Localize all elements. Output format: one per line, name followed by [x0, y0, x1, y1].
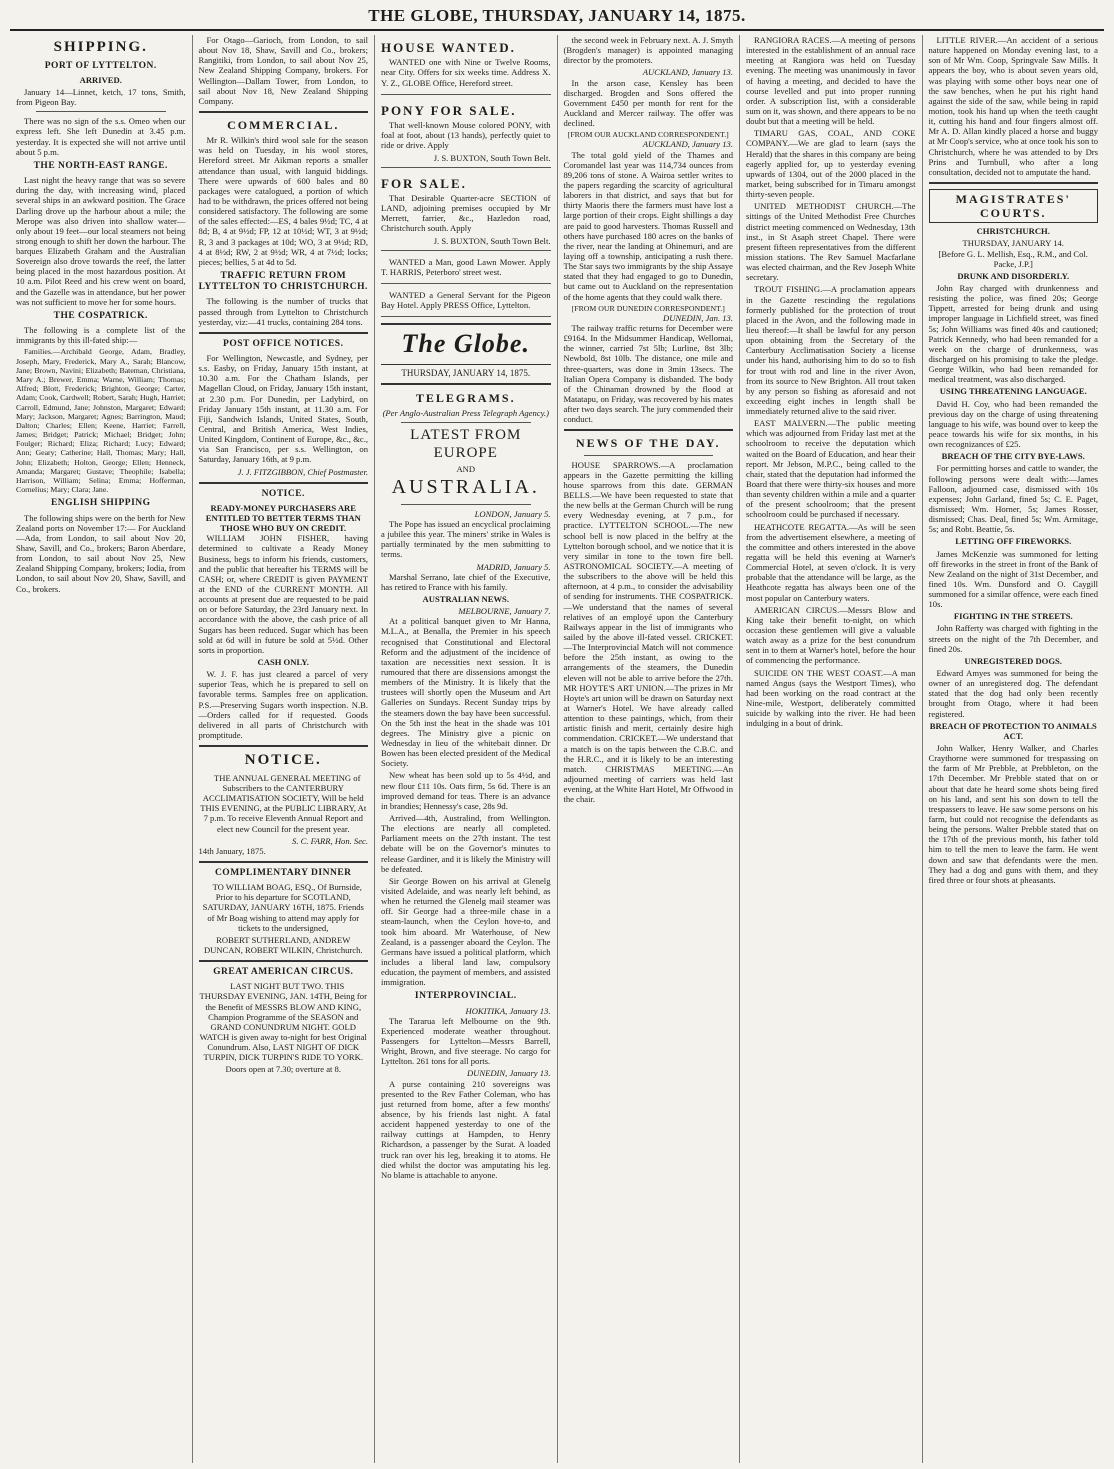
servant-ad: [381, 287, 551, 317]
english-shipping-paragraph: The following ships were on the berth for New Zealand ports on November 17:— For Auckland—Ada, from London, to sail about Nov 20, Shaw, Savill, and Co., brokers; Baron Aberdare, from London, to sail about Nov 25, New Zealand Shipping Company, brokers; Iodia, from London, to sail about Nov 20, Shaw, Savill, and Co., brokers.: [16, 512, 186, 594]
suicide-paragraph: SUICIDE ON THE WEST COAST.—A man named Angus (says the Westport Times), who had been working on the road contract at the Nine-mile, Westport, deliberately committed suicide by walking into the river. He had been indulging in a bout of drink.: [746, 667, 916, 729]
house-wanted-heading: HOUSE WANTED.: [381, 40, 516, 55]
cospatrick-heading: THE COSPATRICK.: [53, 310, 148, 321]
little-river-paragraph: LITTLE RIVER.—An accident of a serious nature happened on Monday evening last, to a son of Mr Wm. Coop, Springvale Saw Mills. It appears the boy, who is about seven years old, was playing with some other boys near one of the saw benches, when he put his right hand against the side of the saw, while being in rapid motion, took his hand up when the teeth caught it, cutting his hand and four fingers almost off. Mr A. D. Allan kindly placed a horse and buggy at Mr Coop's service, who at once took his son to Christchurch, where he was attended to by Drs Prins and Turnbull, who after a long consultation, decided not to amputate the hand.: [928, 35, 1098, 177]
arrived-label: ARRIVED.: [79, 74, 122, 85]
fireworks-heading: LETTING OFF FIREWORKS.: [955, 536, 1072, 547]
fighting-paragraph: John Rafferty was charged with fighting in the streets on the night of the 7th December, and fined 20s.: [928, 623, 1098, 654]
threat-paragraph: David H. Coy, who had been remanded the previous day on the charge of using threatening language to his wife, was bound over to keep the peace towards his wife for six months, in his own recognizances of £25.: [928, 398, 1098, 450]
house-wanted-text: WANTED one with Nine or Twelve Rooms, near City. Offers for six weeks time. Address X. Y. Z., GLOBE Office, Hereford street.: [381, 57, 551, 88]
magistrates-heading: MAGISTRATES' COURTS.: [929, 189, 1099, 223]
circus-news-paragraph: AMERICAN CIRCUS.—Messrs Blow and King take their benefit to-night, on which occasion these gentlemen will give a valuable watch away as a prize for the best conundrum sent in to them at Warner's hotel, before the hour of commencing the performance.: [746, 604, 916, 666]
globe-banner: [381, 323, 551, 384]
auckland2-dateline: AUCKLAND, January 13.: [642, 139, 733, 150]
madrid-dateline: MADRID, January 5.: [476, 561, 551, 572]
divider: [36, 111, 166, 112]
servant-text: WANTED a General Servant for the Pigeon Bay Hotel. Apply PRESS Office, Lyttelton.: [381, 289, 551, 311]
australia-heading: AUSTRALIA.: [391, 476, 540, 499]
unregistered-dogs-heading: UNREGISTERED DOGS.: [964, 655, 1062, 666]
column-1: [10, 35, 193, 1463]
sydney-paragraph: Arrived—4th, Australind, from Wellington. The elections are nearly all completed. Parliament meets on the 27th instant. The test debate will be on the Governor's minutes to release Gardiner, and it is likely the Ministry will be defeated.: [381, 813, 551, 874]
dinner-paragraph: TO WILLIAM BOAG, ESQ., Of Burnside, Prior to his departure for SCOTLAND, SATURDAY, JANUARY 16TH, 1875. Friends of Mr Boag wishing to attend may apply for tickets to the undersigned,: [202, 882, 364, 933]
divider: [401, 504, 531, 505]
column-6: [923, 35, 1105, 1463]
commercial-heading: COMMERCIAL.: [227, 117, 340, 132]
for-sale-text: That Desirable Quarter-acre SECTION of LAND, adjoining premises occupied by Mr Merrett, farrier, &c., Hazledon road, Christchurch south. Apply: [381, 192, 551, 234]
notice-heading: NOTICE.: [261, 488, 305, 499]
post-office-heading: POST OFFICE NOTICES.: [223, 338, 344, 349]
court-before: [Before G. L. Mellish, Esq., R.M., and Col. Packe, J.P.]: [938, 248, 1088, 269]
divider: [199, 111, 369, 113]
east-malvern-paragraph: EAST MALVERN.—The public meeting which was adjourned from Friday last met at the schoolroom to receive the deputation which waited on the Board of Education, and hear their report. Mr Jebson, M.P.C., being called to the chair, stated that the deputation had informed the Board that there were thirty-six houses and more than seventy children within a mile and a quarter of the present schoolroom; that the present schoolroom could be purchased if necessary.: [746, 418, 916, 520]
divider: [199, 960, 369, 962]
columns: [10, 35, 1104, 1463]
interprovincial-heading: INTERPROVINCIAL.: [414, 991, 517, 1002]
news-of-the-day-heading: NEWS OF THE DAY.: [576, 436, 721, 451]
lawn-ad: [381, 254, 551, 284]
pony-text: That well-known Mouse colored PONY, with foal at foot, about (13 hands), perfectly quiet to ride or drive. Apply: [381, 120, 551, 151]
divider: [199, 745, 369, 747]
arrived-text: January 14—Linnet, ketch, 17 tons, Smith, from Pigeon Bay.: [16, 87, 186, 108]
railway-paragraph: The railway traffic returns for December were £9164. In the Midsummer Handicap, Wellomai, the winner, carried 7st 5lb; Lurline, 8st 3lb; Newbold, 8st 10lb. The distance, one mile and three-quarters, was done in 3min 13secs. The Italian Opera Company is disbanded. The body of the Chinaman drowned by the flood at Matatapu, on Friday, was recovered by his mates after two days search. The jury commended their conduct.: [563, 323, 733, 425]
acclimatisation-paragraph: THE ANNUAL GENERAL MEETING of Subscribers to the CANTERBURY ACCLIMATISATION SOCIETY, Will be held THIS EVENING, at the PUBLIC LIBRARY, At 7 p.m. To receive Eleventh Annual Report and elect new Council for the present year.: [200, 772, 367, 834]
newcastle-paragraph: New wheat has been sold up to 5s 4½d, and new flour £11 10s. Oats firm, 5s 6d. There is an improved demand for teas. There is an advance in brandies; Hennessy's case, 28s 9d.: [381, 770, 551, 811]
commercial-paragraph: Mr R. Wilkin's third wool sale for the season was held on Tuesday, in his wool stores, Hereford street. Mr Aikman reports a smaller attendance than usual, with languid biddings. There were upwards of 600 bales and 80 packages were catalogued, a portion of which had to be withdrawn, the prices offered not being considered satisfactory. The following are some of the sales effected:—ES, 4 bales 9½d; TC, 4 at 8d; B, 4 at 9½d; FP, 12 at 10½d; WT, 3 at 9½d; R, 3 and 3 packages at 10d; WO, 3 at 9½d; RD, 4 at 8½d; RW, 2 at 9½d; WR, 4 at 7½d; locks; pieces; bellies, 5 at 4d to 5d.: [198, 135, 368, 267]
auckland-dateline: AUCKLAND, January 13.: [642, 67, 733, 78]
divider: [199, 861, 369, 863]
masthead: THE GLOBE, THURSDAY, JANUARY 14, 1875.: [10, 6, 1104, 31]
byelaws-paragraph: For permitting horses and cattle to wander, the following persons were dealt with:—James Falloon, adjourned case, dismissed with 10s expenses; John Garland, fined 5s; C. E. Paget, dismissed; Wm. Horner, 5s; James Rosser, dismissed; Chas. Deal, fined 5s; Wm. Armitage, 5s; and Robt. Beattie, 5s.: [928, 463, 1098, 535]
trout-paragraph: TROUT FISHING.—A proclamation appears in the Gazette rescinding the regulations formerly published for the protection of trout placed in the Avon, and the following made in lieu thereof:—It shall be lawful for any person upon obtaining from the Secretary of the Canterbury Acclimatisation Society a license under his hand, authorising him to do so to fish for trout with rod and line in the river Avon, from its source to New Brighton. All trout taken by any person so fishing as aforesaid and not exceeding eight inches in length shall be immediately returned alive to the said river.: [746, 284, 916, 417]
news-paragraph: HOUSE SPARROWS.—A proclamation appears in the Gazette permitting the killing house sparrows from this date. GERMAN BELLS.—We have been requested to state that the new bells at the German Church will be rung every Wednesday evening, at 7 p.m., for practice. LYTTELTON SCHOOL.—The new school bell is now placed in the belfry at the Lyttelton borough school, and we notice that it is very similar in tone to the town fire bell. ASTRONOMICAL SOCIETY.—A meeting of the subscribers to the above will be held this afternoon, at 4 p.m., to consider the advisability of sending for instruments. THE COSPATRICK.—We understand that the names of several relatives of an employé upon the Canterbury Railways appear in the list of immigrants who sailed by the above ill-fated vessel. CRICKET.—The Interprovincial Match will not commence before the 25th instant, as owing to the arrangements of the steamers, the Dunedin eleven will not be able to arrive before the 27th. MR HOYTE'S ART UNION.—The prizes in Mr Hoyte's art union will be drawn on Saturday next at Warner's Hotel. We have already called attention to these paintings, which, from their artistic finish and merit, certainly desire high commendation. CRICKET.—We understand that a match is on the tapis between the C.B.C. and the H.R.C., and it is likely to be an interesting match. CHRISTMAS MEETING.—An adjourned meeting of carriers was held last evening, at the White Hart Hotel, Mr Offwood in the chair.: [563, 459, 733, 805]
byelaws-heading: BREACH OF THE CITY BYE-LAWS.: [941, 451, 1085, 462]
unregistered-dogs-paragraph: Edward Amyes was summoned for being the owner of an unregistered dog. The defendant stated that the dog had only been recently brought from Otago, where it had been registered.: [928, 668, 1098, 719]
acclimatisation-signature: S. C. FARR, Hon. Sec.: [292, 835, 368, 846]
telegrams-heading: TELEGRAMS.: [415, 390, 516, 405]
hokitika-dateline: HOKITIKA, January 13.: [465, 1005, 551, 1016]
cospatrick-list: Families.—Archibald George, Adam, Bradley, Joseph, Mary, Frederick, Mary A., Sarah; Blancow, Jane; Brown, Navini; Elizabeth; Bateman, Christiana, Mary A.; Brewer, Emma; Warne, William; Thomas; Alfred; Blott, Frederick; Brighton, George; Carter, Adam; Cook, Cardwell; Robert, Sarah; Hugh, Harriet; Carroll, Edmund, Jane; Johnston, Margaret; Edward; Mary; Jackson, Margaret; Agnes; Barrington, Maud; Dalton; Charles; Ellen; Keene, Harriet; Farrell, James; Bridget; Patrick; Michael; Bridget; John; Foulger; Richard; Eliza; Richard; Lucy; Edward; Ann; Geary; Catherine; Hall, Thomas; Mary; Hall, John; Elizabeth; Holton, George; Ellen; Henneck, Amanda; Margaret; Gustave; Theophile; Isabella; Harrison, William; Selina; Emma; Hofferman, Cornelius; Mary; Clara; Jane.: [16, 347, 186, 495]
thames-paragraph: The total gold yield of the Thames and Coromandel last year was 114,734 ounces from 89,206 tons of stone. A Wairoa settler writes to the papers regarding the scarcity of agricultural laborers in that district, and says that but for thirty Maoris there the farmers must have lost a large portion of their crops. Eight shillings a day are paid to good harvesters. Thomas Russell and others have purchased 180 acres on the banks of the river, near the landing at Ohinemuri, and are laying off a township, anticipating a rush there. The Star says two immigrants by the ship Assaye stated that they had engaged to go to Dunedin, but came out to Auckland on the representation of the home agents that they could walk there.: [563, 149, 733, 302]
acclimatisation-date: 14th January, 1875.: [198, 845, 266, 856]
madrid-paragraph: Marshal Serrano, late chief of the Executive, has retired to France with his family.: [381, 571, 551, 592]
omeo-paragraph: There was no sign of the s.s. Omeo when our express left. She left Dunedin at 3.45 p.m. yesterday. It is expected she will not arrive until about 5 p.m.: [16, 116, 186, 157]
london-paragraph: The Pope has issued an encyclical proclaiming a jubilee this year. The miners' strike in Wales is partially terminated by the men submitting to terms.: [381, 519, 551, 560]
traffic-paragraph: The following is the number of trucks that passed through from Lyttelton to Christchurch yesterday, viz:—41 trucks, containing 284 tons.: [198, 296, 368, 327]
for-sale-heading: FOR SALE.: [381, 175, 467, 191]
london-dateline: LONDON, January 5.: [474, 508, 551, 519]
column-3: [375, 35, 558, 1463]
arson-paragraph: In the arson case, Kensley has been discharged. Brogden and Sons offered the Government £450 per month for rent for the Auckland and Mercer railway. The offer was declined.: [563, 77, 733, 129]
agency-note: (Per Anglo-Australian Press Telegraph Agency.): [382, 407, 549, 418]
otago-paragraph: For Otago—Garioch, from London, to sail about Nov 18, Shaw, Savill and Co., brokers; Rangitiki, from London, to sail about Nov 25, New Zealand Shipping Company, brokers. For Wellington—Dallam Tower, from London, to sail about Nov 18, New Zealand Shipping Company.: [198, 35, 368, 106]
and-label: AND: [456, 464, 476, 475]
for-sale-ad: [381, 171, 551, 251]
melbourne-dateline: MELBOURNE, January 7.: [458, 606, 551, 617]
threat-heading: USING THREATENING LANGUAGE.: [939, 386, 1087, 397]
ready-money-heading: READY-MONEY PURCHASERS ARE ENTITLED TO BETTER TERMS THAN THOSE WHO BUY ON CREDIT.: [205, 502, 361, 534]
drunk-heading: DRUNK AND DISORDERLY.: [957, 270, 1070, 281]
melbourne-paragraph: At a political banquet given to Mr Hanna, M.L.A., at Benalla, the Premier in his speech recognised that Constitutional and Electoral Reform and the adjustment of the incidence of taxation are necessities next session. It is rumoured that there are dissensions amongst the members of the Ministry. It is likely that the trustees will shortly open the Museum and Art Galleries on Sundays. Recent Sunday trips by the steamers down the bay have been successful. On the 5th inst the heat in the shade was 101 degrees. The Ministry give a picnic on Wednesday in lieu of the whitebait dinner. Dr Bowen has been elected president of the Medical Society.: [381, 616, 551, 769]
auckland-correspondent: [FROM OUR AUCKLAND CORRESPONDENT.]: [567, 130, 729, 140]
dinner-names: ROBERT SUTHERLAND, ANDREW DUNCAN, ROBERT WILKIN, Christchurch.: [203, 934, 363, 955]
fireworks-paragraph: James McKenzie was summoned for letting off fireworks in the street in front of the Bank of New Zealand on the night of 31st December, and fined 10s. Wm. Dunsford and O. Caygill summoned for a similar offence, were each fined 10s.: [928, 548, 1098, 610]
cash-only-label: CASH ONLY.: [257, 657, 309, 667]
column-4: [558, 35, 741, 1463]
australian-news-heading: AUSTRALIAN NEWS.: [422, 594, 509, 605]
dunedin-dateline: DUNEDIN, January 13.: [466, 1068, 551, 1079]
heathcote-paragraph: HEATHCOTE REGATTA.—As will be seen from the advertisement elsewhere, a meeting of the committee and others interested in the above regatta will be held this evening at Warner's Commercial Hotel, at seven o'clock. It is very probable that the attendance will be large, as the Heathcote regatta has always been one of the most popular on Canterbury waters.: [746, 521, 916, 603]
circus-paragraph: LAST NIGHT BUT TWO. THIS THURSDAY EVENING, JAN. 14TH, Being for the Benefit of MESSRS BLOW AND KING, Champion Programme of the SEASON and GRAND CONUNDRUM NIGHT. GOLD WATCH is given away to-night for best Original Conundrum. Also, LAST NIGHT OF DICK TURPIN, DICK TURPIN'S RIDE TO YORK.: [199, 981, 367, 1063]
divider: [401, 422, 531, 423]
lawn-text: WANTED a Man, good Lawn Mower. Apply T. HARRIS, Peterboro' street west.: [381, 256, 551, 277]
shipping-heading: SHIPPING.: [53, 39, 148, 55]
animals-paragraph: John Walker, Henry Walker, and Charles Craythorne were summoned for trespassing on the farm of Mr Prebble, at Prebbleton, on the 17th December. Mr Prebble stated that on or about that date he heard some shots being fired on his land, and sent his son down to tell the trespassers to leave. He saw some persons on his farm, but could not recognise the defendants as being the persons. Walter Prebble stated that on the 17th of the previous month, his father told him to tell the men to leave the farm. He went down and saw that defendants were the men. They had a dog and guns with them, and they fired three or four shots at pheasants.: [928, 743, 1098, 885]
christchurch-heading: CHRISTCHURCH.: [976, 226, 1050, 237]
pony-ad: [381, 98, 551, 168]
north-east-heading: THE NORTH-EAST RANGE.: [33, 160, 168, 171]
drunk-paragraph: John Ray charged with drunkenness and resisting the police, was fined 20s; George Tippett, arrested for being drunk and using improper language in Lichfield street, was fined 5s; John Williams was fined 40s and cautioned; Patrick Kennedy, who had been remanded for a week on the charge of drunkenness, was discharged on his promising to take the pledge. George Wilkin, who had been remanded for medical treatment, was also discharged.: [928, 282, 1098, 385]
dinner-heading: COMPLIMENTARY DINNER: [214, 867, 352, 878]
timaru-paragraph: TIMARU GAS, COAL, AND COKE COMPANY.—We are glad to learn (says the Herald) that the shares in this company are being eagerly applied for, up to yesterday evening upwards of 1304, out of the 2000 placed in the market, being subscribed for in Timaru amongst thirty-seven people.: [746, 128, 916, 200]
divider: [199, 332, 369, 334]
dunedin-paragraph: A purse containing 210 sovereigns was presented to the Rev Father Coleman, who has just returned from home, after a few months' absence, by his friends last night. A fatal accident happened yesterday to one of the railway cuttings at Hampden, to Henry Richardson, a passenger by the Surat. A loaded truck ran over his leg, breaking it to atoms. He died whilst the doctor was amputating his leg. No blame is attachable to anyone.: [381, 1078, 551, 1180]
divider: [564, 429, 734, 431]
notice2-heading: NOTICE.: [244, 752, 322, 769]
north-east-paragraph: Last night the heavy range that was so severe during the day, with increasing wind, placed several ships in an awkward position. The Grace Darling drove up the harbour about a mile; the Merope was also driven into shallow water—only about 19 feet—our local steamers not being strong enough to shift her down the harbour. The barques Elizabeth Graham and the Australian Sovereign also drove towards the reef, the latter being placed in the most hazardous position. At 10 a.m. Pilot Reed and his crew went on board, and the Gazelle was in attendance, but her power was not sufficient to move her for some hours.: [16, 175, 186, 307]
english-shipping-heading: ENGLISH SHIPPING: [50, 498, 151, 509]
hokitika-paragraph: The Tararua left Melbourne on the 9th. Experienced moderate weather throughout. Passengers for Lyttelton—Messrs Barrell, Wright, Brown, and five steerage. No cargo for Lyttelton. 261 tons for all ports.: [381, 1015, 551, 1067]
pony-signature: J. S. BUXTON, South Town Belt.: [433, 152, 551, 163]
latest-heading: LATEST FROM EUROPE: [410, 426, 522, 461]
post-office-paragraph: For Wellington, Newcastle, and Sydney, per s.s. Easby, on Friday, January 15th instant, at 10.30 a.m. For the Chatham Islands, per Magellan Cloud, on Friday, January 15th instant, at 2.30 p.m. For Dunedin, per Ladybird, on Friday January 15th instant, at 11.30 a.m. For Fiji, Sandwich Islands, United States, South, Central, and British America, West Indies, United Kingdom, Continent of Europe, &c., &c., via San Francisco, per s.s. Wellington, on Saturday, January 16th, at 9 p.m.: [198, 353, 368, 465]
fighting-heading: FIGHTING IN THE STREETS.: [953, 611, 1073, 622]
globe-title: The Globe.: [401, 329, 530, 359]
divider: [584, 455, 714, 456]
dunedin2-dateline: DUNEDIN, Jan. 13.: [663, 312, 733, 323]
column-2: [193, 35, 376, 1463]
divider: [199, 482, 369, 484]
divider: [929, 182, 1099, 184]
port-heading: PORT OF LYTTELTON.: [44, 60, 157, 71]
dunedin-correspondent: [FROM OUR DUNEDIN CORRESPONDENT.]: [571, 303, 725, 313]
traffic-heading: TRAFFIC RETURN FROM LYTTELTON TO CHRISTCHURCH.: [198, 270, 368, 293]
methodist-paragraph: UNITED METHODIST CHURCH.—The sittings of the United Methodist Free Churches district meeting commenced on Wednesday, 13th inst., in St Asaph street Chapel. There were present fifteen representatives from the different mission stations. The Rev Samuel Macfarlane was elected chairman, and the Rev Joseph White secretary.: [746, 201, 916, 283]
adelaide-paragraph: Sir George Bowen on his arrival at Glenelg visited Adelaide, and was nearly left behind, as when he returned the Glenelg mail steamer was off. Sir George had a three-mile chase in a steam-launch, when the Ceylon hove-to, and took him aboard. Mr Waterhouse, of New Zealand, is a passenger aboard the Ceylon. The Germans have issued a political platform, which includes a liberal land law, compulsory education, the payment of members, and assisted immigration.: [381, 875, 551, 988]
fisher-paragraph: WILLIAM JOHN FISHER, having determined to cultivate a Ready Money Business, begs to inform his friends, customers, and the public that hereafter his TERMS will be CASH; or, where CREDIT is given PAYMENT at the END of the CURRENT MONTH. All accounts at present due are requested to be paid on or before Saturday, the 23rd January next. In accordance with the above, the cash price of all Sugars has been reduced. Sugar which has been sold at 6d will in future be sold at 5½d. Other sorts in proportion.: [198, 533, 368, 655]
court-date: THURSDAY, JANUARY 14.: [962, 238, 1064, 249]
circus-heading: GREAT AMERICAN CIRCUS.: [213, 967, 354, 978]
pony-heading: PONY FOR SALE.: [381, 102, 517, 118]
rangiora-paragraph: RANGIORA RACES.—A meeting of persons interested in the establishment of an annual race meeting at Rangiora was held on Tuesday evening. The meeting was unanimously in favor of having a meeting, and decided to have the course levelled and put into proper running order. A subscription list, with a considerable sum on it, was shown, and there appears to be no doubt but that a meeting will be held.: [746, 35, 916, 127]
brogden-paragraph: the second week in February next. A. J. Smyth (Brogden's manager) is appointed managing director by the promoters.: [563, 35, 733, 66]
house-wanted-ad: [381, 35, 551, 95]
for-sale-signature: J. S. BUXTON, South Town Belt.: [433, 235, 551, 246]
animals-heading: BREACH OF PROTECTION TO ANIMALS ACT.: [929, 720, 1097, 741]
postmaster-signature: J. J. FITZGIBBON, Chief Postmaster.: [237, 466, 368, 477]
column-5: [740, 35, 923, 1463]
globe-date: THURSDAY, JANUARY 14, 1875.: [381, 364, 551, 379]
circus-doors: Doors open at 7.30; overture at 8.: [225, 1064, 341, 1075]
tea-paragraph: W. J. F. has just cleared a parcel of very superior Teas, which he is prepared to sell on favorable terms. Samples free on application. P.S.—Preserving Sugars worth inspection. N.B.—Orders called for if requested. Goods delivered in all parts of Christchurch with promptitude.: [198, 669, 368, 740]
cospatrick-intro: The following is a complete list of the immigrants by this ill-fated ship:—: [16, 325, 186, 346]
